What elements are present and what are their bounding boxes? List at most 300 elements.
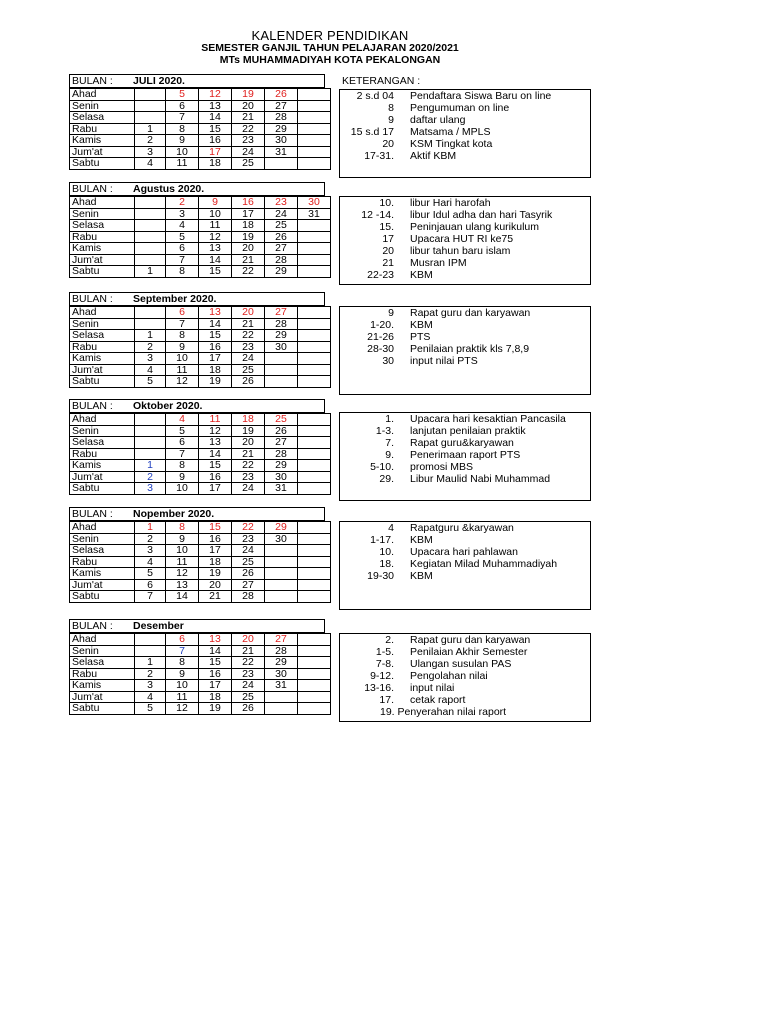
- date-cell: 19: [199, 703, 232, 715]
- day-name: Rabu: [70, 341, 135, 353]
- date-cell: [298, 591, 331, 603]
- date-cell: 25: [232, 364, 265, 376]
- date-cell: [298, 579, 331, 591]
- keterangan-box: [339, 412, 591, 501]
- day-name: Jum'at: [70, 254, 135, 266]
- keterangan-row: [340, 425, 590, 437]
- date-cell: 9: [166, 533, 199, 545]
- date-cell: 8: [166, 522, 199, 534]
- week-row: [70, 645, 331, 657]
- date-cell: [298, 135, 331, 147]
- bulan-label: BULAN :: [72, 620, 113, 632]
- date-cell: 8: [166, 330, 199, 342]
- day-name: Ahad: [70, 634, 135, 646]
- date-cell: 17: [199, 483, 232, 495]
- date-cell: [135, 208, 166, 220]
- date-cell: 26: [265, 89, 298, 101]
- week-row: [70, 568, 331, 580]
- date-cell: [135, 197, 166, 209]
- month-name: September 2020.: [133, 293, 217, 305]
- keterangan-row: [340, 682, 590, 694]
- keterangan-date: 15.: [379, 221, 394, 233]
- date-cell: 13: [199, 243, 232, 255]
- month-calendar: [69, 182, 325, 278]
- date-cell: 13: [199, 634, 232, 646]
- keterangan-date: 19-30: [367, 570, 394, 582]
- date-cell: [135, 414, 166, 426]
- keterangan-row: [340, 658, 590, 670]
- month-name: Oktober 2020.: [133, 400, 203, 412]
- date-cell: [135, 448, 166, 460]
- keterangan-date: 20: [382, 138, 394, 150]
- date-cell: 27: [232, 579, 265, 591]
- date-cell: [298, 100, 331, 112]
- date-cell: 20: [232, 634, 265, 646]
- date-cell: 29: [265, 657, 298, 669]
- day-name: Kamis: [70, 680, 135, 692]
- date-cell: 2: [135, 533, 166, 545]
- keterangan-text: Rapat guru dan karyawan: [410, 634, 531, 646]
- date-cell: [135, 254, 166, 266]
- date-cell: [298, 634, 331, 646]
- week-row: [70, 471, 331, 483]
- week-row: [70, 208, 331, 220]
- keterangan-text: promosi MBS: [410, 461, 474, 473]
- date-cell: 24: [232, 146, 265, 158]
- week-row: [70, 254, 331, 266]
- keterangan-text: Pengolahan nilai: [410, 670, 488, 682]
- date-cell: [265, 545, 298, 557]
- date-cell: 12: [199, 425, 232, 437]
- date-cell: [265, 158, 298, 170]
- date-cell: 2: [135, 471, 166, 483]
- date-cell: 25: [232, 691, 265, 703]
- month-grid: [69, 306, 331, 388]
- keterangan-date: 9: [388, 114, 394, 126]
- date-cell: [298, 330, 331, 342]
- day-name: Rabu: [70, 231, 135, 243]
- keterangan-row: [340, 307, 590, 319]
- date-cell: 9: [166, 341, 199, 353]
- date-cell: [298, 307, 331, 319]
- date-cell: [135, 231, 166, 243]
- month-header: [69, 507, 325, 521]
- day-name: Senin: [70, 100, 135, 112]
- keterangan-date: 4: [388, 522, 394, 534]
- date-cell: [135, 645, 166, 657]
- keterangan-text: Libur Maulid Nabi Muhammad: [410, 473, 551, 485]
- keterangan-row: [340, 570, 590, 582]
- date-cell: 4: [166, 414, 199, 426]
- date-cell: 28: [265, 448, 298, 460]
- week-row: [70, 634, 331, 646]
- keterangan-row: [340, 138, 590, 150]
- week-row: [70, 318, 331, 330]
- day-name: Sabtu: [70, 158, 135, 170]
- date-cell: 24: [265, 208, 298, 220]
- keterangan-label: KETERANGAN :: [342, 75, 421, 87]
- date-cell: 7: [166, 254, 199, 266]
- date-cell: 10: [166, 680, 199, 692]
- date-cell: 4: [135, 691, 166, 703]
- date-cell: 29: [265, 460, 298, 472]
- date-cell: 31: [298, 208, 331, 220]
- week-row: [70, 307, 331, 319]
- month-header: [69, 619, 325, 633]
- bulan-label: BULAN :: [72, 183, 113, 195]
- day-name: Jum'at: [70, 579, 135, 591]
- keterangan-text: Ulangan susulan PAS: [410, 658, 512, 670]
- date-cell: [298, 545, 331, 557]
- date-cell: [298, 448, 331, 460]
- date-cell: 24: [232, 545, 265, 557]
- day-name: Senin: [70, 318, 135, 330]
- keterangan-text: input nilai: [410, 682, 455, 694]
- date-cell: [298, 460, 331, 472]
- date-cell: 20: [232, 307, 265, 319]
- date-cell: [298, 364, 331, 376]
- date-cell: 22: [232, 522, 265, 534]
- date-cell: 3: [166, 208, 199, 220]
- week-row: [70, 545, 331, 557]
- week-row: [70, 123, 331, 135]
- date-cell: 18: [232, 414, 265, 426]
- keterangan-text: Pendaftara Siswa Baru on line: [410, 90, 552, 102]
- keterangan-text: PTS: [410, 331, 431, 343]
- date-cell: 19: [232, 231, 265, 243]
- date-cell: 29: [265, 522, 298, 534]
- day-name: Sabtu: [70, 591, 135, 603]
- date-cell: 30: [265, 135, 298, 147]
- date-cell: 8: [166, 657, 199, 669]
- date-cell: 9: [199, 197, 232, 209]
- date-cell: 18: [199, 158, 232, 170]
- keterangan-row: [340, 197, 590, 209]
- date-cell: 7: [166, 318, 199, 330]
- day-name: Rabu: [70, 556, 135, 568]
- keterangan-text: 19. Penyerahan nilai raport: [380, 706, 507, 718]
- keterangan-row: [340, 634, 590, 646]
- date-cell: 24: [232, 353, 265, 365]
- keterangan-row: [340, 449, 590, 461]
- keterangan-text: libur tahun baru islam: [410, 245, 511, 257]
- date-cell: 14: [166, 591, 199, 603]
- week-row: [70, 330, 331, 342]
- date-cell: 14: [199, 318, 232, 330]
- date-cell: [135, 220, 166, 232]
- keterangan-row: [340, 461, 590, 473]
- keterangan-date: 1-20.: [370, 319, 394, 331]
- day-name: Senin: [70, 425, 135, 437]
- keterangan-row: [340, 102, 590, 114]
- day-name: Senin: [70, 533, 135, 545]
- keterangan-row: [340, 126, 590, 138]
- date-cell: 25: [265, 414, 298, 426]
- keterangan-text: Pengumuman on line: [410, 102, 510, 114]
- date-cell: 29: [265, 266, 298, 278]
- keterangan-text: libur Hari harofah: [410, 197, 491, 209]
- keterangan-date: 1-17.: [370, 534, 394, 546]
- keterangan-text: Penilaian praktik kls 7,8,9: [410, 343, 530, 355]
- day-name: Jum'at: [70, 146, 135, 158]
- date-cell: 17: [232, 208, 265, 220]
- keterangan-date: 17-31.: [364, 150, 394, 162]
- date-cell: 25: [265, 220, 298, 232]
- date-cell: 23: [232, 341, 265, 353]
- month-grid: [69, 633, 331, 715]
- day-name: Kamis: [70, 243, 135, 255]
- date-cell: 3: [135, 353, 166, 365]
- day-name: Kamis: [70, 568, 135, 580]
- keterangan-text: Peninjauan ulang kurikulum: [410, 221, 539, 233]
- month-name: Desember: [133, 620, 184, 632]
- date-cell: 6: [166, 437, 199, 449]
- date-cell: 6: [166, 307, 199, 319]
- date-cell: 29: [265, 330, 298, 342]
- date-cell: 21: [199, 591, 232, 603]
- week-row: [70, 414, 331, 426]
- month-calendar: [69, 292, 325, 388]
- date-cell: 21: [232, 645, 265, 657]
- date-cell: 9: [166, 135, 199, 147]
- week-row: [70, 364, 331, 376]
- date-cell: [298, 243, 331, 255]
- date-cell: 16: [199, 135, 232, 147]
- date-cell: 21: [232, 254, 265, 266]
- keterangan-date: 21-26: [367, 331, 394, 343]
- date-cell: 9: [166, 471, 199, 483]
- keterangan-row: [340, 546, 590, 558]
- week-row: [70, 680, 331, 692]
- week-row: [70, 376, 331, 388]
- date-cell: 10: [166, 146, 199, 158]
- date-cell: 5: [166, 425, 199, 437]
- date-cell: [298, 522, 331, 534]
- date-cell: 26: [232, 703, 265, 715]
- week-row: [70, 197, 331, 209]
- date-cell: 29: [265, 123, 298, 135]
- date-cell: 9: [166, 668, 199, 680]
- month-name: Agustus 2020.: [133, 183, 205, 195]
- date-cell: [135, 100, 166, 112]
- date-cell: 31: [265, 680, 298, 692]
- keterangan-text: daftar ulang: [410, 114, 466, 126]
- keterangan-text: cetak raport: [410, 694, 466, 706]
- date-cell: 20: [199, 579, 232, 591]
- date-cell: [298, 146, 331, 158]
- date-cell: 14: [199, 448, 232, 460]
- day-name: Senin: [70, 208, 135, 220]
- date-cell: 11: [199, 414, 232, 426]
- date-cell: 16: [199, 471, 232, 483]
- date-cell: 16: [232, 197, 265, 209]
- keterangan-text: Rapat guru&karyawan: [410, 437, 514, 449]
- day-name: Jum'at: [70, 364, 135, 376]
- date-cell: 6: [166, 634, 199, 646]
- keterangan-text: Matsama / MPLS: [410, 126, 491, 138]
- date-cell: [135, 307, 166, 319]
- month-calendar: [69, 74, 325, 170]
- date-cell: 22: [232, 266, 265, 278]
- day-name: Kamis: [70, 135, 135, 147]
- date-cell: 27: [265, 100, 298, 112]
- keterangan-row: [340, 534, 590, 546]
- keterangan-row: [340, 331, 590, 343]
- keterangan-text: Kegiatan Milad Muhammadiyah: [410, 558, 558, 570]
- date-cell: 11: [166, 691, 199, 703]
- date-cell: 18: [232, 220, 265, 232]
- day-name: Selasa: [70, 657, 135, 669]
- keterangan-box: [339, 306, 591, 395]
- keterangan-row: [340, 269, 590, 281]
- keterangan-row: [340, 355, 590, 367]
- date-cell: 13: [199, 100, 232, 112]
- date-cell: 7: [135, 591, 166, 603]
- day-name: Sabtu: [70, 703, 135, 715]
- date-cell: 7: [166, 448, 199, 460]
- keterangan-date: 13-16.: [364, 682, 394, 694]
- date-cell: 4: [135, 556, 166, 568]
- date-cell: 22: [232, 460, 265, 472]
- date-cell: 21: [232, 448, 265, 460]
- keterangan-row: [340, 413, 590, 425]
- date-cell: [298, 533, 331, 545]
- date-cell: 28: [265, 645, 298, 657]
- day-name: Selasa: [70, 330, 135, 342]
- date-cell: 8: [166, 266, 199, 278]
- date-cell: 25: [232, 158, 265, 170]
- keterangan-box: [339, 89, 591, 178]
- date-cell: [265, 691, 298, 703]
- keterangan-text: input nilai PTS: [410, 355, 478, 367]
- month-grid: [69, 521, 331, 603]
- date-cell: 19: [232, 89, 265, 101]
- date-cell: 12: [166, 376, 199, 388]
- date-cell: 15: [199, 330, 232, 342]
- date-cell: 30: [265, 668, 298, 680]
- week-row: [70, 243, 331, 255]
- date-cell: 5: [135, 703, 166, 715]
- date-cell: 10: [166, 353, 199, 365]
- date-cell: [298, 123, 331, 135]
- month-grid: [69, 413, 331, 495]
- date-cell: 4: [135, 364, 166, 376]
- date-cell: [298, 691, 331, 703]
- date-cell: 16: [199, 668, 232, 680]
- week-row: [70, 89, 331, 101]
- date-cell: 18: [199, 364, 232, 376]
- keterangan-date: 10.: [379, 197, 394, 209]
- week-row: [70, 556, 331, 568]
- date-cell: [298, 657, 331, 669]
- keterangan-date: 1-5.: [375, 646, 394, 658]
- keterangan-text: KBM: [410, 570, 433, 582]
- keterangan-row: [340, 670, 590, 682]
- date-cell: [135, 89, 166, 101]
- keterangan-row: [340, 646, 590, 658]
- date-cell: 19: [199, 376, 232, 388]
- date-cell: 6: [166, 243, 199, 255]
- date-cell: 16: [199, 341, 232, 353]
- month-calendar: [69, 399, 325, 495]
- date-cell: [298, 680, 331, 692]
- date-cell: [298, 668, 331, 680]
- month-header: [69, 74, 325, 88]
- keterangan-text: Aktif KBM: [410, 150, 457, 162]
- day-name: Ahad: [70, 522, 135, 534]
- date-cell: 11: [166, 556, 199, 568]
- week-row: [70, 158, 331, 170]
- date-cell: [265, 376, 298, 388]
- keterangan-date: 9.: [385, 449, 394, 461]
- keterangan-row: [340, 473, 590, 485]
- month-name: Nopember 2020.: [133, 508, 215, 520]
- day-name: Rabu: [70, 668, 135, 680]
- date-cell: 11: [166, 364, 199, 376]
- date-cell: 8: [166, 123, 199, 135]
- keterangan-text: Rapat guru dan karyawan: [410, 307, 531, 319]
- week-row: [70, 691, 331, 703]
- keterangan-row: [340, 257, 590, 269]
- keterangan-date: 30: [382, 355, 394, 367]
- date-cell: 27: [265, 307, 298, 319]
- keterangan-box: [339, 633, 591, 722]
- date-cell: 13: [199, 437, 232, 449]
- week-row: [70, 657, 331, 669]
- date-cell: 17: [199, 146, 232, 158]
- date-cell: [298, 645, 331, 657]
- date-cell: 12: [199, 89, 232, 101]
- date-cell: 14: [199, 645, 232, 657]
- date-cell: [298, 376, 331, 388]
- day-name: Selasa: [70, 545, 135, 557]
- date-cell: 7: [166, 645, 199, 657]
- date-cell: 3: [135, 545, 166, 557]
- date-cell: 23: [232, 668, 265, 680]
- day-name: Jum'at: [70, 691, 135, 703]
- date-cell: 14: [199, 112, 232, 124]
- date-cell: 2: [135, 135, 166, 147]
- date-cell: 5: [166, 231, 199, 243]
- week-row: [70, 341, 331, 353]
- keterangan-text: KBM: [410, 319, 433, 331]
- week-row: [70, 703, 331, 715]
- date-cell: [298, 266, 331, 278]
- date-cell: [298, 471, 331, 483]
- date-cell: [298, 703, 331, 715]
- keterangan-box: [339, 521, 591, 610]
- keterangan-date: 29.: [379, 473, 394, 485]
- date-cell: 5: [135, 376, 166, 388]
- date-cell: [298, 568, 331, 580]
- date-cell: 2: [135, 341, 166, 353]
- date-cell: [135, 318, 166, 330]
- keterangan-row: [340, 150, 590, 162]
- date-cell: 30: [265, 533, 298, 545]
- week-row: [70, 483, 331, 495]
- day-name: Ahad: [70, 197, 135, 209]
- date-cell: 28: [232, 591, 265, 603]
- date-cell: 28: [265, 254, 298, 266]
- date-cell: [265, 568, 298, 580]
- day-name: Ahad: [70, 414, 135, 426]
- document-title: KALENDER PENDIDIKAN: [251, 28, 409, 43]
- date-cell: 23: [265, 197, 298, 209]
- date-cell: 30: [265, 471, 298, 483]
- keterangan-date: 15 s.d 17: [350, 126, 394, 138]
- date-cell: [265, 364, 298, 376]
- date-cell: 20: [232, 437, 265, 449]
